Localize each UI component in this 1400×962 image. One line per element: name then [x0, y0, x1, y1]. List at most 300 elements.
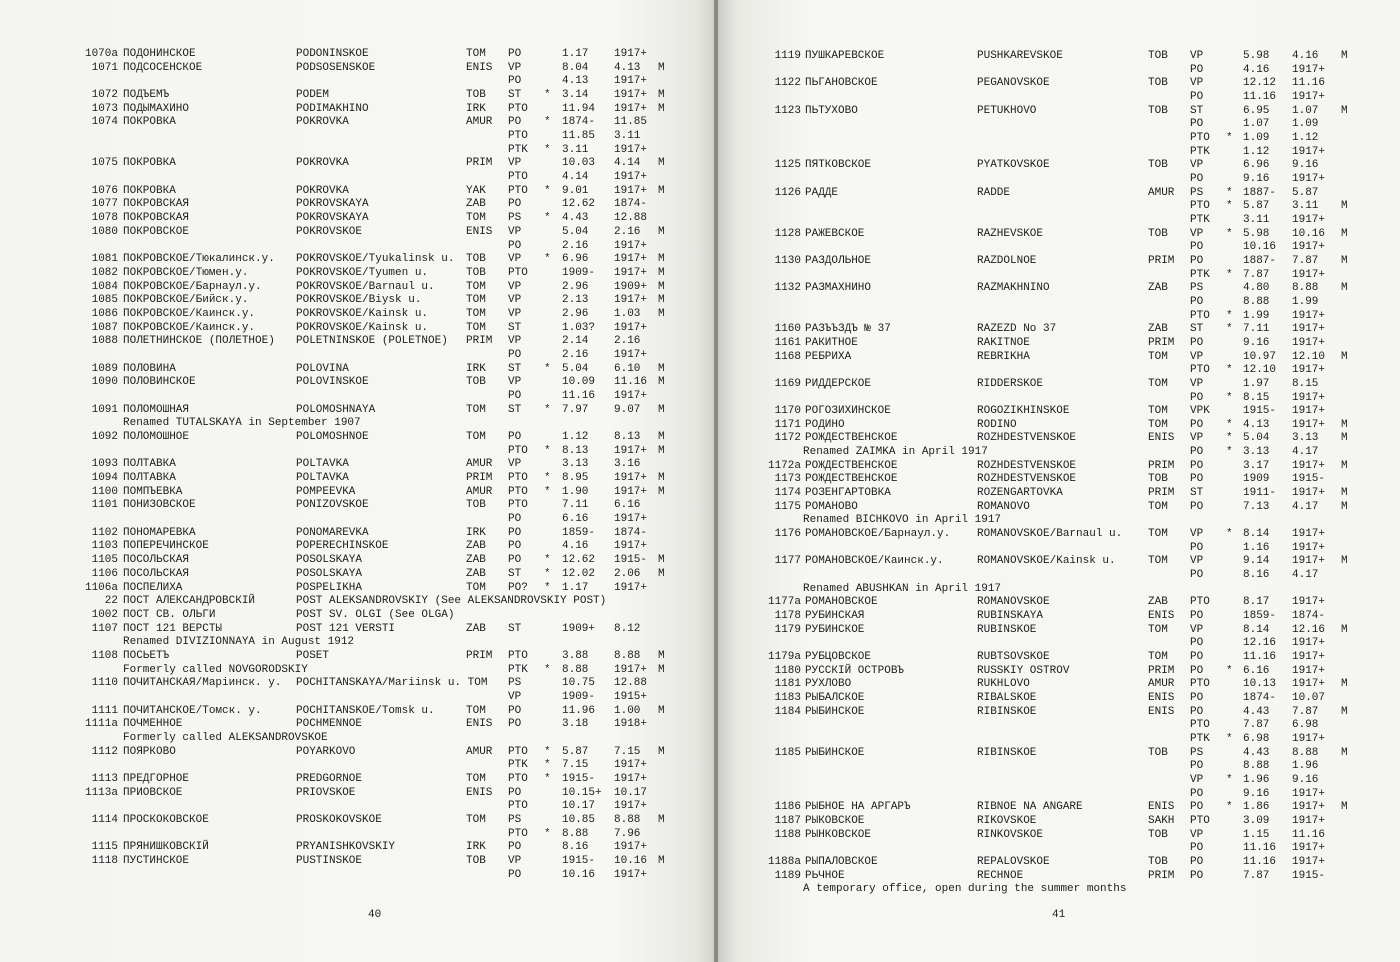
- date-from: 4.80: [1243, 282, 1270, 295]
- date-to: 4.17: [1292, 446, 1319, 459]
- marking-flag: M: [658, 431, 665, 444]
- date-to: 2.16: [614, 335, 641, 348]
- region: AMUR: [1148, 678, 1175, 691]
- marking-flag: M: [658, 102, 665, 115]
- date-to: 1917+: [1292, 787, 1326, 800]
- entry-note: Renamed ABUSHKAN in April 1917: [803, 582, 1002, 595]
- date-from: 1909-: [562, 690, 596, 703]
- region: TOB: [1148, 50, 1168, 62]
- office-type: PTO: [508, 130, 528, 143]
- office-type: VP: [1190, 528, 1204, 541]
- entry-number: 1126: [774, 186, 801, 199]
- date-from: 5.04: [1243, 432, 1270, 445]
- entry-number: 1082: [91, 266, 118, 279]
- date-from: 8.16: [562, 841, 589, 854]
- date-to: 1917+: [1292, 172, 1326, 185]
- entry-number: 1177a: [767, 596, 801, 609]
- star-mark: *: [544, 89, 551, 102]
- office-type: PTO: [1190, 678, 1210, 691]
- date-from: 11.16: [1243, 90, 1277, 103]
- date-to: 8.13: [614, 431, 641, 444]
- date-from: 4.14: [562, 171, 589, 184]
- date-to: 1917+: [614, 868, 648, 881]
- marking-flag: M: [658, 157, 665, 170]
- date-from: 10.03: [562, 157, 596, 170]
- cyrillic-name: ПОНИЗОВСКОЕ: [123, 499, 196, 512]
- region: TOB: [1148, 473, 1168, 486]
- entry-number: 1177: [774, 555, 801, 568]
- cyrillic-name: ПРОСКОКОВСКОЕ: [123, 814, 209, 827]
- latin-name: POKROVSKOE/Kainsk u.: [296, 307, 429, 320]
- marking-flag: M: [658, 472, 665, 485]
- entry-number: 1070a: [84, 48, 118, 60]
- entry-number: 1081: [91, 253, 118, 266]
- date-to: 1917+: [614, 472, 648, 485]
- marking-flag: M: [658, 649, 665, 662]
- date-to: 8.15: [1292, 377, 1319, 390]
- entry-number: 1094: [91, 472, 118, 485]
- date-from: 12.10: [1243, 364, 1277, 377]
- marking-flag: M: [1341, 432, 1348, 445]
- marking-flag: M: [1341, 104, 1348, 117]
- entry-number: 1108: [91, 649, 118, 662]
- cyrillic-name: ПОЯРКОВО: [123, 745, 176, 758]
- entry-number: 1106a: [84, 581, 118, 594]
- office-type: PO: [1190, 118, 1204, 131]
- region: TOB: [466, 266, 486, 279]
- date-to: 3.11: [1292, 200, 1319, 213]
- date-from: 1887-: [1243, 254, 1277, 267]
- date-from: 1915-: [562, 855, 596, 868]
- date-to: 1917+: [1292, 418, 1326, 431]
- date-to: 8.12: [614, 622, 641, 635]
- entry-number: 1110: [91, 677, 118, 690]
- star-mark: *: [544, 773, 551, 786]
- date-from: 11.96: [562, 704, 596, 717]
- office-type: ST: [1190, 104, 1204, 117]
- date-to: 1.07: [1292, 104, 1319, 117]
- date-to: 11.16: [1292, 828, 1326, 841]
- date-from: 2.16: [562, 348, 589, 361]
- star-mark: *: [544, 554, 551, 567]
- star-mark: *: [544, 567, 551, 580]
- office-type: VP: [1190, 350, 1204, 363]
- office-type: PTO: [508, 827, 528, 840]
- date-from: 7.11: [562, 499, 589, 512]
- office-type: VP: [1190, 432, 1204, 445]
- date-to: 11.85: [614, 116, 648, 129]
- entry-number: 1172a: [767, 459, 801, 472]
- date-from: 5.04: [562, 225, 589, 238]
- latin-name: PONIZOVSKOE: [296, 499, 369, 512]
- entry-number: 1075: [91, 157, 118, 170]
- region: PRIM: [466, 157, 493, 170]
- entry-number: 1161: [774, 336, 801, 349]
- date-from: 2.16: [562, 239, 589, 252]
- cyrillic-name: ПОЧИТАНСКОЕ/Томск. у.: [123, 704, 262, 717]
- date-from: 8.14: [1243, 623, 1270, 636]
- date-from: 1909+: [562, 622, 596, 635]
- cyrillic-name: ПОКРОВКА: [123, 116, 176, 129]
- date-from: 3.88: [562, 649, 589, 662]
- date-from: 10.15+: [562, 786, 602, 799]
- entry-number: 1189: [774, 869, 801, 882]
- date-to: 1917+: [614, 102, 648, 115]
- cyrillic-name: РУБИНСКАЯ: [805, 610, 865, 623]
- star-mark: *: [544, 212, 551, 225]
- date-from: 2.13: [562, 294, 589, 307]
- office-type: PO: [508, 390, 522, 402]
- office-type: PO: [1190, 172, 1204, 185]
- latin-name: RAZMAKHNINO: [977, 282, 1050, 295]
- date-to: 6.98: [1292, 719, 1319, 732]
- cyrillic-name: РАЖЕВСКОЕ: [805, 227, 865, 240]
- cyrillic-name: ПОКРОВСКОЕ/Каинск.у.: [123, 307, 256, 320]
- date-to: 7.87: [1292, 254, 1319, 267]
- office-type: VP: [1190, 377, 1204, 390]
- entry-number: 1132: [774, 282, 801, 295]
- office-type: PO: [1190, 90, 1204, 103]
- date-from: 7.15: [562, 759, 589, 772]
- cyrillic-name: ПОЛТАВКА: [123, 472, 176, 485]
- marking-flag: M: [658, 184, 665, 197]
- date-from: 4.43: [1243, 705, 1270, 718]
- marking-flag: M: [1341, 555, 1348, 568]
- date-from: 8.95: [562, 472, 589, 485]
- region: TOM: [466, 773, 486, 786]
- region: PRIM: [466, 335, 493, 348]
- region: TOM: [466, 704, 486, 717]
- date-to: 1917+: [1292, 309, 1326, 322]
- office-type: ST: [508, 321, 522, 334]
- office-type: PO: [1190, 855, 1204, 868]
- latin-name: PODONINSKOE: [296, 48, 369, 60]
- region: ENIS: [1148, 610, 1175, 623]
- region: IRK: [466, 102, 486, 115]
- region: AMUR: [466, 745, 493, 758]
- region: TOB: [1148, 227, 1168, 240]
- date-from: 7.87: [1243, 268, 1270, 281]
- date-from: 1859-: [562, 526, 596, 539]
- star-mark: *: [1226, 227, 1233, 240]
- date-to: 1917+: [614, 773, 648, 786]
- date-from: 4.13: [562, 75, 589, 88]
- cyrillic-name: ПРИОВСКОЕ: [123, 786, 183, 799]
- latin-name: POLOMOSHNOE: [296, 431, 369, 444]
- office-type: PO: [1190, 473, 1204, 486]
- office-type: PO: [508, 431, 522, 444]
- office-type: ST: [508, 362, 522, 375]
- office-type: PO: [1190, 541, 1204, 554]
- cyrillic-name: ПОКРОВКА: [123, 157, 176, 170]
- office-type: VP: [1190, 828, 1204, 841]
- date-from: 5.87: [1243, 200, 1270, 213]
- office-type: PO: [1190, 295, 1204, 308]
- date-to: 1917+: [614, 253, 648, 266]
- office-type: PO: [508, 868, 522, 881]
- date-to: 1917+: [614, 294, 648, 307]
- office-type: PO: [1190, 869, 1204, 882]
- region: TOM: [466, 280, 486, 293]
- marking-flag: M: [658, 663, 665, 676]
- cyrillic-name: ПОМПЪЕВКА: [123, 485, 183, 498]
- date-to: 1917+: [1292, 733, 1326, 745]
- latin-name: RINKOVSKOE: [977, 828, 1044, 841]
- star-mark: *: [544, 745, 551, 758]
- date-from: 2.14: [562, 335, 589, 348]
- latin-name: PYATKOVSKOE: [977, 159, 1050, 172]
- marking-flag: M: [658, 280, 665, 293]
- entry-number: 1130: [774, 254, 801, 267]
- office-type: PO: [1190, 760, 1204, 773]
- entry-number: 1170: [774, 405, 801, 418]
- office-type: VP: [508, 376, 522, 389]
- date-from: 3.13: [562, 458, 589, 471]
- entry-number: 1188a: [767, 855, 801, 868]
- entry-number: 1187: [774, 814, 801, 827]
- marking-flag: M: [658, 253, 665, 266]
- office-type: PO: [1190, 801, 1204, 814]
- date-to: 12.88: [614, 212, 648, 225]
- date-from: 7.87: [1243, 719, 1270, 732]
- latin-name: POLTAVKA: [296, 458, 349, 471]
- date-to: 1917+: [1292, 678, 1326, 691]
- office-type: PO: [1190, 705, 1204, 718]
- cyrillic-name: РОЖДЕСТВЕНСКОЕ: [805, 473, 898, 486]
- marking-flag: M: [658, 814, 665, 827]
- marking-flag: M: [1341, 500, 1348, 513]
- office-type: VP: [508, 61, 522, 74]
- date-to: 1917+: [1292, 63, 1326, 76]
- date-to: 5.87: [1292, 186, 1319, 199]
- office-type: PS: [508, 814, 522, 827]
- date-from: 10.75: [562, 677, 596, 690]
- marking-flag: M: [658, 307, 665, 320]
- latin-name: POST 121 VERSTI: [296, 622, 396, 635]
- star-mark: *: [544, 827, 551, 840]
- date-from: 9.14: [1243, 555, 1270, 568]
- cyrillic-name: РОМАНОВО: [805, 500, 858, 513]
- office-type: PO: [508, 526, 522, 539]
- date-to: 1917+: [614, 171, 648, 184]
- date-from: 7.11: [1243, 323, 1270, 336]
- marking-flag: M: [1341, 254, 1348, 267]
- date-to: 1917+: [1292, 391, 1326, 404]
- latin-name: PROSKOKOVSKOE: [296, 814, 382, 827]
- entry-number: 1118: [91, 855, 118, 868]
- region: TOM: [466, 431, 486, 444]
- cyrillic-name: ПОЧИТАНСКАЯ/Марiинск. у.: [123, 677, 282, 690]
- date-from: 1.07: [1243, 118, 1270, 131]
- date-to: 4.16: [1292, 50, 1319, 62]
- region: TOB: [1148, 77, 1168, 90]
- entry-number: 1171: [774, 418, 801, 431]
- entry-number: 1106: [91, 567, 118, 580]
- region: PRIM: [1148, 487, 1175, 500]
- region: PRIM: [1148, 459, 1175, 472]
- cyrillic-name: РУХЛОВО: [805, 678, 852, 691]
- latin-name: RAZDOLNOE: [977, 254, 1037, 267]
- entry-number: 1112: [91, 745, 118, 758]
- date-from: 11.94: [562, 102, 596, 115]
- cyrillic-name: РОЖДЕСТВЕНСКОЕ: [805, 432, 898, 445]
- latin-name: POCHITANSKAYA/Mariinsk u. TOM: [296, 677, 488, 690]
- entry-number: 1084: [91, 280, 118, 293]
- entry-number: 1092: [91, 431, 118, 444]
- date-to: 1917+: [1292, 241, 1326, 254]
- office-type: PO: [1190, 610, 1204, 623]
- cyrillic-name: РЕБРИХА: [805, 350, 852, 363]
- marking-flag: M: [658, 855, 665, 868]
- region: TOB: [466, 376, 486, 389]
- entry-number: 1088: [91, 335, 118, 348]
- region: TOM: [466, 307, 486, 320]
- entry-number: 1100: [91, 485, 118, 498]
- date-from: 1.16: [1243, 541, 1270, 554]
- cyrillic-name: РАЗДОЛЬНОЕ: [805, 254, 872, 267]
- cyrillic-name: РЫБИНСКОЕ: [805, 705, 865, 718]
- latin-name: ROMANOVSKOE: [977, 596, 1050, 609]
- latin-name: POKROVSKAYA: [296, 212, 369, 225]
- date-from: 12.16: [1243, 637, 1277, 650]
- office-type: PTK: [1190, 268, 1210, 281]
- date-to: 10.16: [1292, 227, 1326, 240]
- latin-name: RUBINSKAYA: [977, 610, 1044, 623]
- entry-number: 1173: [774, 473, 801, 486]
- region: TOM: [1148, 651, 1168, 664]
- latin-name: POKROVSKOE/Kainsk u.: [296, 321, 429, 334]
- entry-number: 1093: [91, 458, 118, 471]
- entry-number: 1188: [774, 828, 801, 841]
- latin-name: POMPEEVKA: [296, 485, 356, 498]
- marking-flag: M: [1341, 746, 1348, 759]
- cyrillic-name: РЫБАЛСКОЕ: [805, 692, 865, 705]
- office-type: PO: [508, 75, 522, 88]
- office-type: VP: [1190, 227, 1204, 240]
- cyrillic-name: ПОДСОСЕНСКОЕ: [123, 61, 203, 74]
- entry-number: 1183: [774, 692, 801, 705]
- latin-name: ROMANOVSKOE/Barnaul u.: [977, 528, 1123, 541]
- office-type: PTO: [1190, 309, 1210, 322]
- marking-flag: M: [1341, 487, 1348, 500]
- date-from: 11.16: [562, 390, 596, 402]
- office-type: VP: [1190, 623, 1204, 636]
- marking-flag: M: [658, 567, 665, 580]
- office-type: ST: [508, 567, 522, 580]
- date-from: 6.96: [562, 253, 589, 266]
- date-to: 10.07: [1292, 692, 1326, 705]
- entry-number: 1119: [774, 50, 801, 62]
- office-type: PTK: [1190, 145, 1210, 158]
- entry-number: 1186: [774, 801, 801, 814]
- date-from: 3.09: [1243, 814, 1270, 827]
- latin-name: POCHITANSKOE/Tomsk u.: [296, 704, 435, 717]
- marking-flag: M: [1341, 678, 1348, 691]
- latin-name: POKROVSKOE: [296, 225, 363, 238]
- cyrillic-name: ПОСОЛЬСКАЯ: [123, 567, 190, 580]
- date-to: 9.16: [1292, 159, 1319, 172]
- date-to: 1915-: [614, 554, 648, 567]
- date-to: 10.16: [614, 855, 648, 868]
- region: TOM: [1148, 528, 1168, 541]
- region: ENIS: [466, 61, 493, 74]
- office-type: PTO: [1190, 131, 1210, 144]
- entry-number: 1180: [774, 664, 801, 677]
- region: TOM: [466, 294, 486, 307]
- cyrillic-name: ПОНОМАРЕВКА: [123, 526, 196, 539]
- latin-name: RIBNOE NA ANGARE: [977, 801, 1083, 814]
- date-from: 11.85: [562, 130, 596, 143]
- date-to: 1917+: [1292, 801, 1326, 814]
- entry-number: 1111: [91, 704, 118, 717]
- latin-name: PODEM: [296, 89, 330, 102]
- latin-name: POKROVKA: [296, 157, 349, 170]
- date-to: 1917+: [614, 239, 648, 252]
- date-to: 1917+: [1292, 855, 1326, 868]
- region: ZAB: [466, 540, 486, 553]
- date-from: 5.04: [562, 362, 589, 375]
- cyrillic-name: ПОЛОМОШНАЯ: [123, 403, 190, 416]
- office-type: PO: [1190, 418, 1204, 431]
- date-to: 1917+: [1292, 528, 1326, 541]
- date-from: 4.13: [1243, 418, 1270, 431]
- office-type: ST: [1190, 487, 1204, 500]
- entry-note: Renamed BICHKOVO in April 1917: [803, 514, 1002, 527]
- latin-name: POLOMOSHNAYA: [296, 403, 376, 416]
- office-type: PTO: [508, 266, 528, 279]
- date-from: 10.16: [562, 868, 596, 881]
- marking-flag: M: [1341, 418, 1348, 431]
- region: ENIS: [466, 718, 493, 731]
- date-from: 1.15: [1243, 828, 1270, 841]
- region: ENIS: [1148, 801, 1175, 814]
- office-type: PO: [1190, 459, 1204, 472]
- date-to: 1917+: [1292, 637, 1326, 650]
- entry-number: 1086: [91, 307, 118, 320]
- latin-name: RIBALSKOE: [977, 692, 1037, 705]
- date-to: 3.13: [1292, 432, 1319, 445]
- latin-name: POLTAVKA: [296, 472, 349, 485]
- date-from: 3.18: [562, 718, 589, 731]
- date-from: 1.17: [562, 581, 589, 594]
- entry-note: Renamed ZAIMKA in April 1917: [803, 446, 988, 459]
- star-mark: *: [544, 472, 551, 485]
- date-from: 10.17: [562, 800, 596, 813]
- office-type: PTO: [1190, 200, 1210, 213]
- date-from: 1909: [1243, 473, 1270, 486]
- latin-name: PEGANOVSKOE: [977, 77, 1050, 90]
- office-type: VP: [508, 458, 522, 471]
- entry-number: 1113: [91, 773, 118, 786]
- star-mark: *: [544, 253, 551, 266]
- star-mark: *: [1226, 186, 1233, 199]
- entry-number: 1172: [774, 432, 801, 445]
- office-type: PTO: [508, 499, 528, 512]
- cyrillic-name: ПОКРОВКА: [123, 184, 176, 197]
- cyrillic-name: ПОЛОВИНА: [123, 362, 176, 375]
- latin-name: POKROVSKOE/Barnaul u.: [296, 280, 435, 293]
- marking-flag: M: [658, 403, 665, 416]
- date-from: 1887-: [1243, 186, 1277, 199]
- date-to: 1917+: [614, 143, 648, 156]
- date-from: 8.15: [1243, 391, 1270, 404]
- region: ENIS: [466, 786, 493, 799]
- cyrillic-name: ПОЛТАВКА: [123, 458, 176, 471]
- entry-number: 1076: [91, 184, 118, 197]
- date-from: 3.11: [562, 143, 589, 156]
- date-from: 11.16: [1243, 855, 1277, 868]
- date-to: 8.88: [1292, 746, 1319, 759]
